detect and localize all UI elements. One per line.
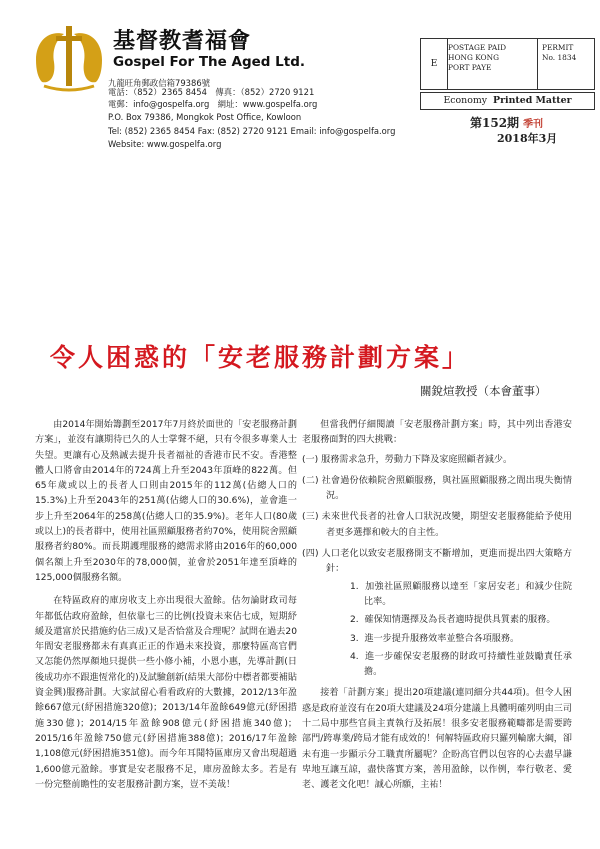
postage-paid-box — [420, 38, 595, 90]
phone-line: 電話：（852）2365 8454 傳真：（852）2720 9121 — [108, 87, 315, 97]
issue-number: 第152期 季刊 — [470, 116, 544, 130]
challenge-list — [302, 453, 572, 681]
contact-line-english: Tel: (852) 2365 8454 Fax: (852) 2720 9121 Email: info@gospelfa.org — [108, 126, 396, 136]
strategy-list — [326, 580, 572, 681]
list-item: (一) 服務需求急升，勞動力下降及家庭照顧者減少。 — [302, 454, 513, 465]
issue-type: 季刊 — [523, 119, 544, 130]
list-item: 3. 進一步提升服務效率並整合各項服務。 — [350, 633, 520, 644]
list-item: (四) 人口老化以致安老服務開支不斷增加，更進而提出四大策略方針： 1. 加強社區照顧服務以達至「家居安老」和減少住院比率。 2. 確保知情選擇及為長者適時提供具質素的服務。 3. 進一步提升服務效率並整合各項服務。 4. 進一步確保安老服務的財政可持續性並鼓勵責任承擔。 — [302, 547, 572, 680]
issue-date: 2018年3月 — [497, 132, 558, 145]
list-item: (二) 社會過份依賴院舍照顧服務，與社區照顧服務之間出現失衡情況。 — [302, 475, 572, 502]
org-name-chinese: 基督教耆福會 — [113, 29, 252, 54]
article-title: 令人困惑的「安老服務計劃方案」 — [50, 343, 471, 372]
email-website-line: 電郵：info@gospelfa.org 網址：www.gospelfa.org — [108, 99, 318, 109]
article-author: 關銳煊教授（本會董事） — [420, 384, 547, 398]
list-item: 4. 進一步確保安老服務的財政可持續性並鼓勵責任承擔。 — [350, 651, 572, 678]
gospel-for-the-aged-logo-icon — [30, 22, 108, 92]
article-paragraph: 在特區政府的庫房收支上亦出現很大盈餘。估勿論財政司每年都低估政府盈餘，但依靠七三的比例(投資未來佔七成，短期紓緩及還富於民措施約佔三成)又是否恰當及合理呢？試問在過去20年間安老服務都未有真真正正的作過未來投資，那麼特區高官們又怎能仍然厚顏地只提供一些小修小補，小恩小惠，先導計劃(日後成功亦不跟進恆常化的)及試驗創新(結果大部份中標者都要補貼資金興)服務計劃。大家試留心看看政府的大數據，2012/13年盈餘667億元(紓困措施320億)；2013/14年盈餘649億元(紓困措施330億)；2014/15年盈餘908億元(紓困措施340億)；2015/16年盈餘750億元(紓困措施388億)；2016/17年盈餘1,108億元(紓困措施351億)。而今年耳聞特區庫房又會出現超過1,600億元盈餘。事實是安老服務不足，庫房盈餘太多。若是有一份完整前瞻性的安老服務計劃方案，豈不美哉！ — [35, 596, 297, 790]
article-left-column — [35, 418, 297, 801]
address-line: 九龍旺角郵政信箱79386號 — [108, 78, 211, 88]
website-line-english: Website: www.gospelfa.org — [108, 139, 222, 149]
list-item: 2. 確保知情選擇及為長者適時提供具質素的服務。 — [350, 615, 556, 626]
postage-class: E — [421, 39, 448, 89]
article-paragraph: 但當我們仔細閱讀「安老服務計劃方案」時，其中列出香港安老服務面對的四大挑戰： — [302, 420, 572, 446]
list-item: (三) 未來世代長者的社會人口狀況改變，期望安老服務能給予使用者更多選擇和較大的自主性。 — [302, 512, 572, 538]
article-right-column — [302, 418, 572, 802]
economy-printed-matter-box: Economy Printed Matter — [420, 92, 595, 110]
article-paragraph: 由2014年開始籌劃至2017年7月終於面世的「安老服務計劃方案」，並沒有讓期待已久的人士掌聲不絕，只有令很多專業人士失望。更讓有心及熱誠去提升長者福祉的香港市民不安。香港整體人口將會由2014年的724萬上升至2043年頂峰的822萬。但65年歲或以上的長者人口則由2015年的112萬(佔總人口的15.3%)上升至2043年的251萬(佔總人口的30.6%)，並會進一步上升至2064年的258萬(佔總人口的35.9%)。老年人口(80歲或以上)的長者群中，使用社區照顧服務者約70%，使用院舍照顧服務者約80%。而長期護理服務的總需求將由2016年的60,000個名額上升至2030年的78,000個，並會於2051年達至頂峰的125,000個服務名額。 — [35, 420, 297, 583]
list-item: 1. 加強社區照顧服務以達至「家居安老」和減少住院比率。 — [350, 581, 572, 607]
postage-paid-text: POSTAGE PAID HONG KONG PORT PAYE — [448, 43, 507, 72]
address-line-english: P.O. Box 79386, Mongkok Post Office, Kowloon — [108, 112, 302, 122]
permit-info: PERMIT No. 1834 — [537, 39, 594, 89]
article-paragraph: 接着「計劃方案」提出20項建議(連同細分共44項)。但令人困惑是政府並沒有在20項大建議及24項分建議上具體明確列明由三司十二局中那些官員主責執行及拓展！很多安老服務範疇都是需要跨部門/跨專業/跨局才能有成效的！何解特區政府只羅列輪廓大綱，卻未有進一步顯示分工職責所屬呢？企盼高官們以包容的心去盡早謙卑地互讓互諒，盡快落實方案，善用盈餘，以作例，奉行敬老、愛老、護老文化吧！誠心所願，主祐！ — [302, 688, 572, 791]
org-name-english: Gospel For The Aged Ltd. — [113, 54, 305, 70]
